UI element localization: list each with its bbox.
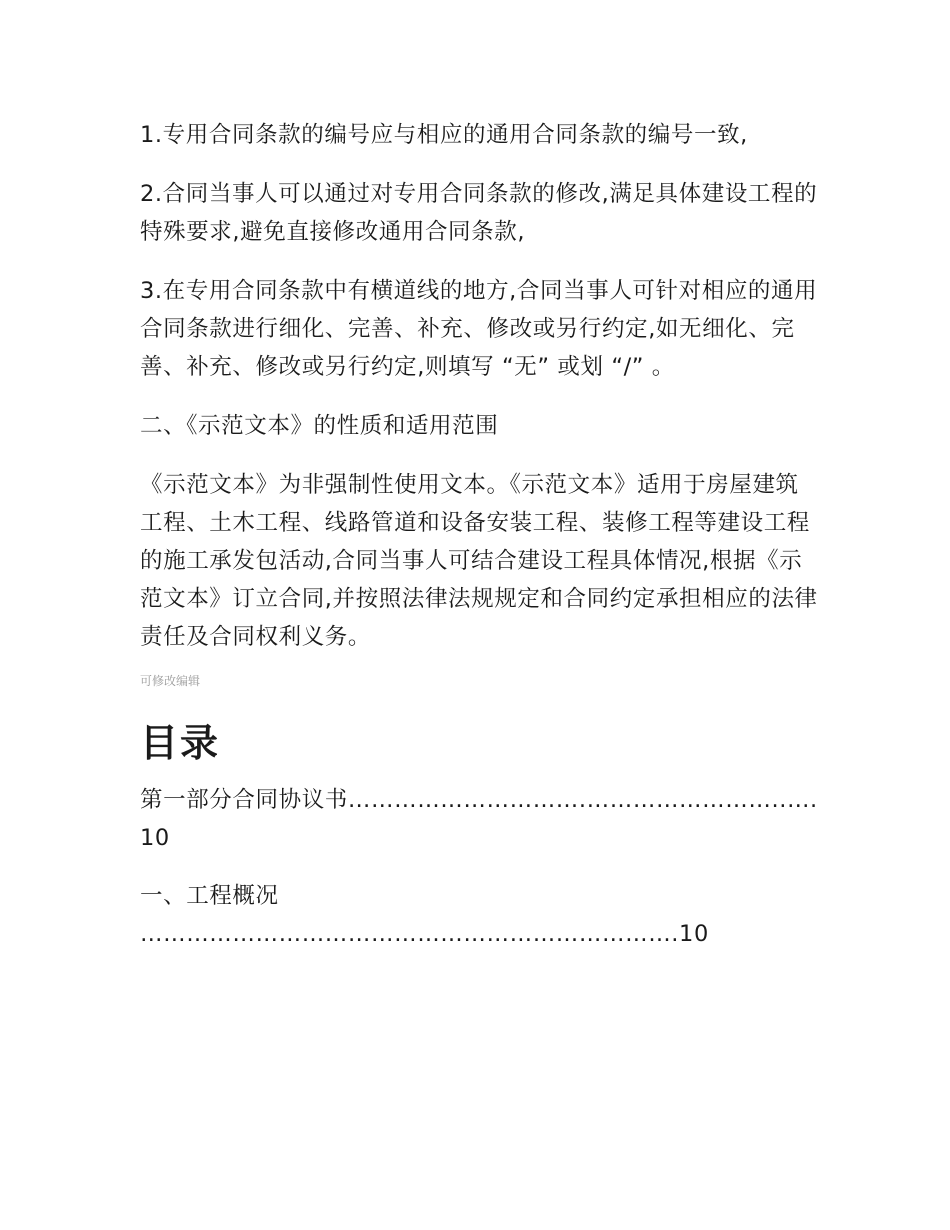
paragraph-nature-scope: 《示范文本》为非强制性使用文本。《示范文本》适用于房屋建筑工程、土木工程、线路管道和设备安装工程、装修工程等建设工程的施工承发包活动,合同当事人可结合建设工程具体情况,根据《示范文本》订立合同,并按照法律法规规定和合同约定承担相应的法律责任及合同权利义务。 [140, 472, 818, 650]
document-page [140, 116, 820, 973]
toc-title: 目录 [140, 721, 221, 765]
toc-entry-part-one: 第一部分合同协议书………………………….……………………..….10 [140, 787, 818, 851]
paragraph-dash-line-rule: 3.在专用合同条款中有横道线的地方,合同当事人可针对相应的通用合同条款进行细化、完善、补充、修改或另行约定,如无细化、完善、补充、修改或另行约定,则填写 “无” 或划 “/” 。 [140, 278, 818, 380]
paragraph-modification-rule: 2.合同当事人可以通过对专用合同条款的修改,满足具体建设工程的特殊要求,避免直接修改通用合同条款, [140, 181, 818, 245]
section-heading-nature-scope: 二、《示范文本》的性质和适用范围 [140, 413, 499, 439]
paragraph-numbering-rule: 1.专用合同条款的编号应与相应的通用合同条款的编号一致, [140, 122, 748, 148]
editable-note: 可修改编辑 [140, 674, 201, 688]
toc-entry-project-overview: 一、工程概况 …………………………………………………………….10 [140, 883, 709, 947]
